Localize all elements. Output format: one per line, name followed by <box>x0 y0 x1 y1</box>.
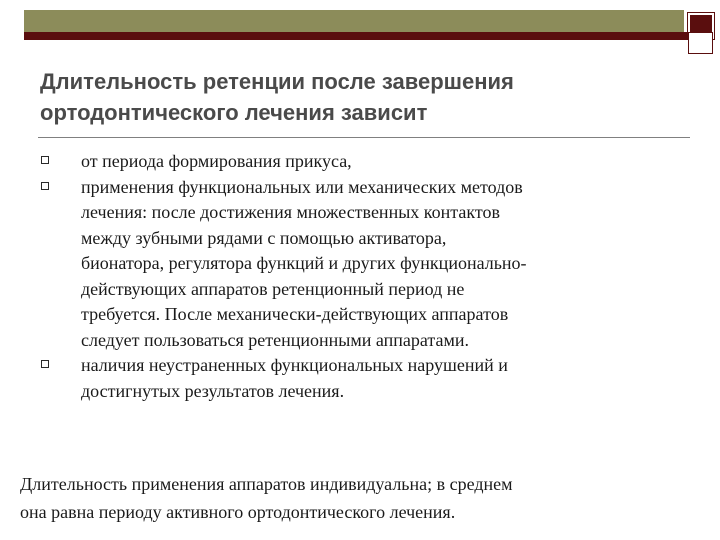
hollow-square-bullet-icon <box>41 156 49 164</box>
title-divider <box>38 137 690 138</box>
bullet-text-line: между зубными рядами с помощью активатора, <box>81 227 447 248</box>
bullet-text-line: лечения: после достижения множественных контактов <box>81 202 500 222</box>
slide-title-line: ортодонтического лечения зависит <box>40 100 428 125</box>
bullet-text-line: достигнутых результатов лечения. <box>81 380 345 401</box>
corner-outline-decoration <box>688 32 713 54</box>
header-decoration <box>24 10 714 44</box>
bullet-list <box>40 149 670 404</box>
bullet-item <box>40 175 670 354</box>
slide-title-line: Длительность ретенции после завершения <box>40 69 514 94</box>
header-band <box>24 10 684 32</box>
slide-title <box>40 66 680 128</box>
bullet-text-line: бионатора, регулятора функций и других функционально- <box>81 253 527 273</box>
bullet-text-line: наличия неустраненных функциональных нарушений и <box>81 355 508 375</box>
summary-text <box>20 470 710 526</box>
bullet-item <box>40 353 670 404</box>
hollow-square-bullet-icon <box>41 182 49 190</box>
bullet-item <box>40 149 670 175</box>
bullet-text-line: следует пользоваться ретенционными аппаратами. <box>81 329 469 350</box>
summary-text-line: Длительность применения аппаратов индивидуальна; в среднем <box>20 474 513 494</box>
hollow-square-bullet-icon <box>41 360 49 368</box>
header-accent-line <box>24 32 688 40</box>
bullet-text-line: от периода формирования прикуса, <box>81 151 352 171</box>
bullet-text-line: применения функциональных или механических методов <box>81 176 523 197</box>
summary-text-line: она равна периоду активного ортодонтического лечения. <box>20 502 456 522</box>
bullet-text-line: требуется. После механически-действующих аппаратов <box>81 304 509 324</box>
bullet-text-line: действующих аппаратов ретенционный период не <box>81 278 465 299</box>
